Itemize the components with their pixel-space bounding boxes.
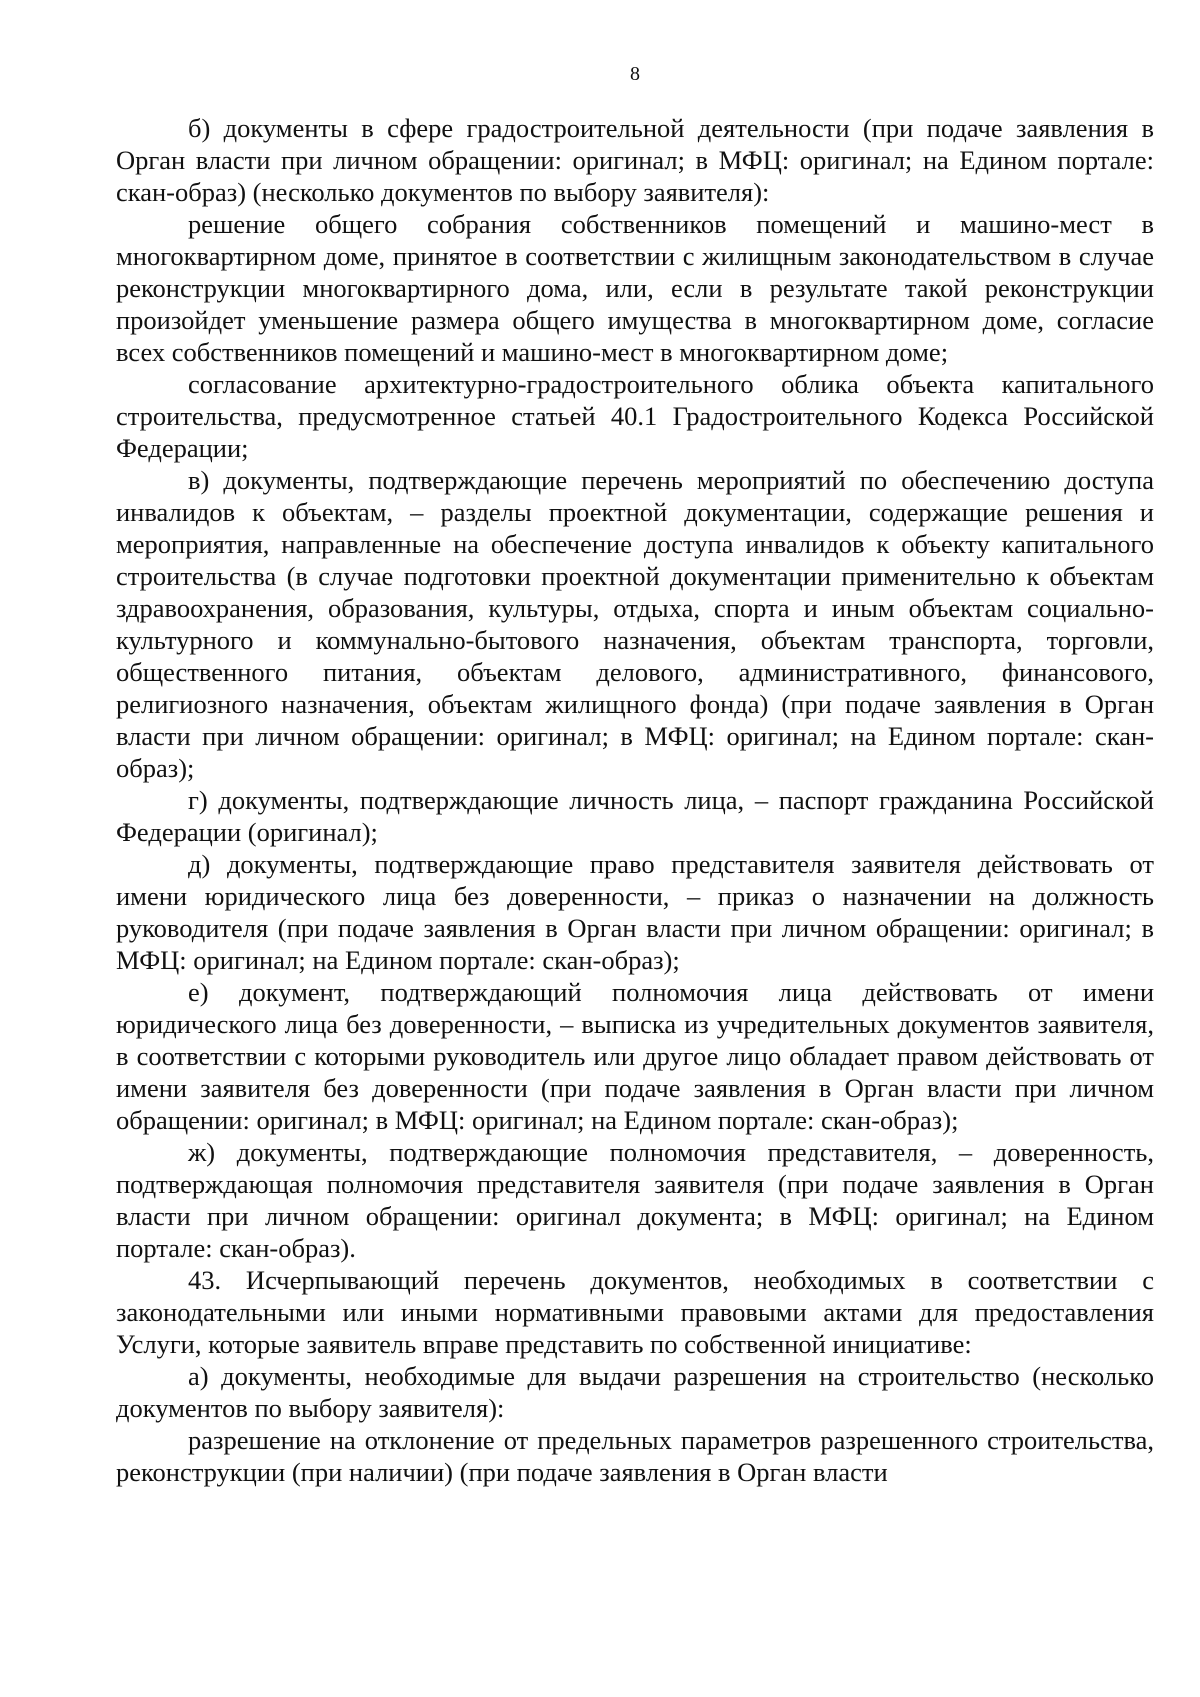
paragraph: а) документы, необходимые для выдачи разрешения на строительство (несколько документов по выбору заявителя): bbox=[116, 1361, 1154, 1423]
paragraph: разрешение на отклонение от предельных параметров разрешенного строительства, реконструкции (при наличии) (при подаче заявления в Орган власти bbox=[116, 1425, 1154, 1487]
paragraph: в) документы, подтверждающие перечень мероприятий по обеспечению доступа инвалидов к объектам, – разделы проектной документации, содержащие решения и мероприятия, направленные на обеспечение доступа инвалидов к объекту капитального строительства (в случае подготовки проектной документации применительно к объектам здравоохранения, образования, культуры, отдыха, спорта и иным объектам социально-культурного и коммунально-бытового назначения, объектам транспорта, торговли, общественного питания, объектам делового, административного, финансового, религиозного назначения, объектам жилищного фонда) (при подаче заявления в Орган власти при личном обращении: оригинал; в МФЦ: оригинал; на Едином портале: скан-образ); bbox=[116, 465, 1154, 783]
document-page bbox=[116, 62, 1154, 1488]
paragraph: ж) документы, подтверждающие полномочия представителя, – доверенность, подтверждающая полномочия представителя заявителя (при подаче заявления в Орган власти при личном обращении: оригинал документа; в МФЦ: оригинал; на Едином портале: скан-образ). bbox=[116, 1137, 1154, 1263]
paragraph: согласование архитектурно-градостроительного облика объекта капитального строительства, предусмотренное статьей 40.1 Градостроительного Кодекса Российской Федерации; bbox=[116, 369, 1154, 463]
paragraph: г) документы, подтверждающие личность лица, – паспорт гражданина Российской Федерации (оригинал); bbox=[116, 785, 1154, 847]
paragraph: б) документы в сфере градостроительной деятельности (при подаче заявления в Орган власти при личном обращении: оригинал; в МФЦ: оригинал; на Едином портале: скан-образ) (несколько документов по выбору заявителя): bbox=[116, 113, 1154, 207]
paragraph: 43. Исчерпывающий перечень документов, необходимых в соответствии с законодательными или иными нормативными правовыми актами для предоставления Услуги, которые заявитель вправе представить по собственной инициативе: bbox=[116, 1265, 1154, 1359]
page-number: 8 bbox=[630, 63, 640, 85]
paragraph: е) документ, подтверждающий полномочия лица действовать от имени юридического лица без доверенности, – выписка из учредительных документов заявителя, в соответствии с которыми руководитель или другое лицо обладает правом действовать от имени заявителя без доверенности (при подаче заявления в Орган власти при личном обращении: оригинал; в МФЦ: оригинал; на Едином портале: скан-образ); bbox=[116, 977, 1154, 1135]
paragraph: решение общего собрания собственников помещений и машино-мест в многоквартирном доме, принятое в соответствии с жилищным законодательством в случае реконструкции многоквартирного дома, или, если в результате такой реконструкции произойдет уменьшение размера общего имущества в многоквартирном доме, согласие всех собственников помещений и машино-мест в многоквартирном доме; bbox=[116, 209, 1154, 367]
paragraph: д) документы, подтверждающие право представителя заявителя действовать от имени юридического лица без доверенности, – приказ о назначении на должность руководителя (при подаче заявления в Орган власти при личном обращении: оригинал; в МФЦ: оригинал; на Едином портале: скан-образ); bbox=[116, 849, 1154, 975]
